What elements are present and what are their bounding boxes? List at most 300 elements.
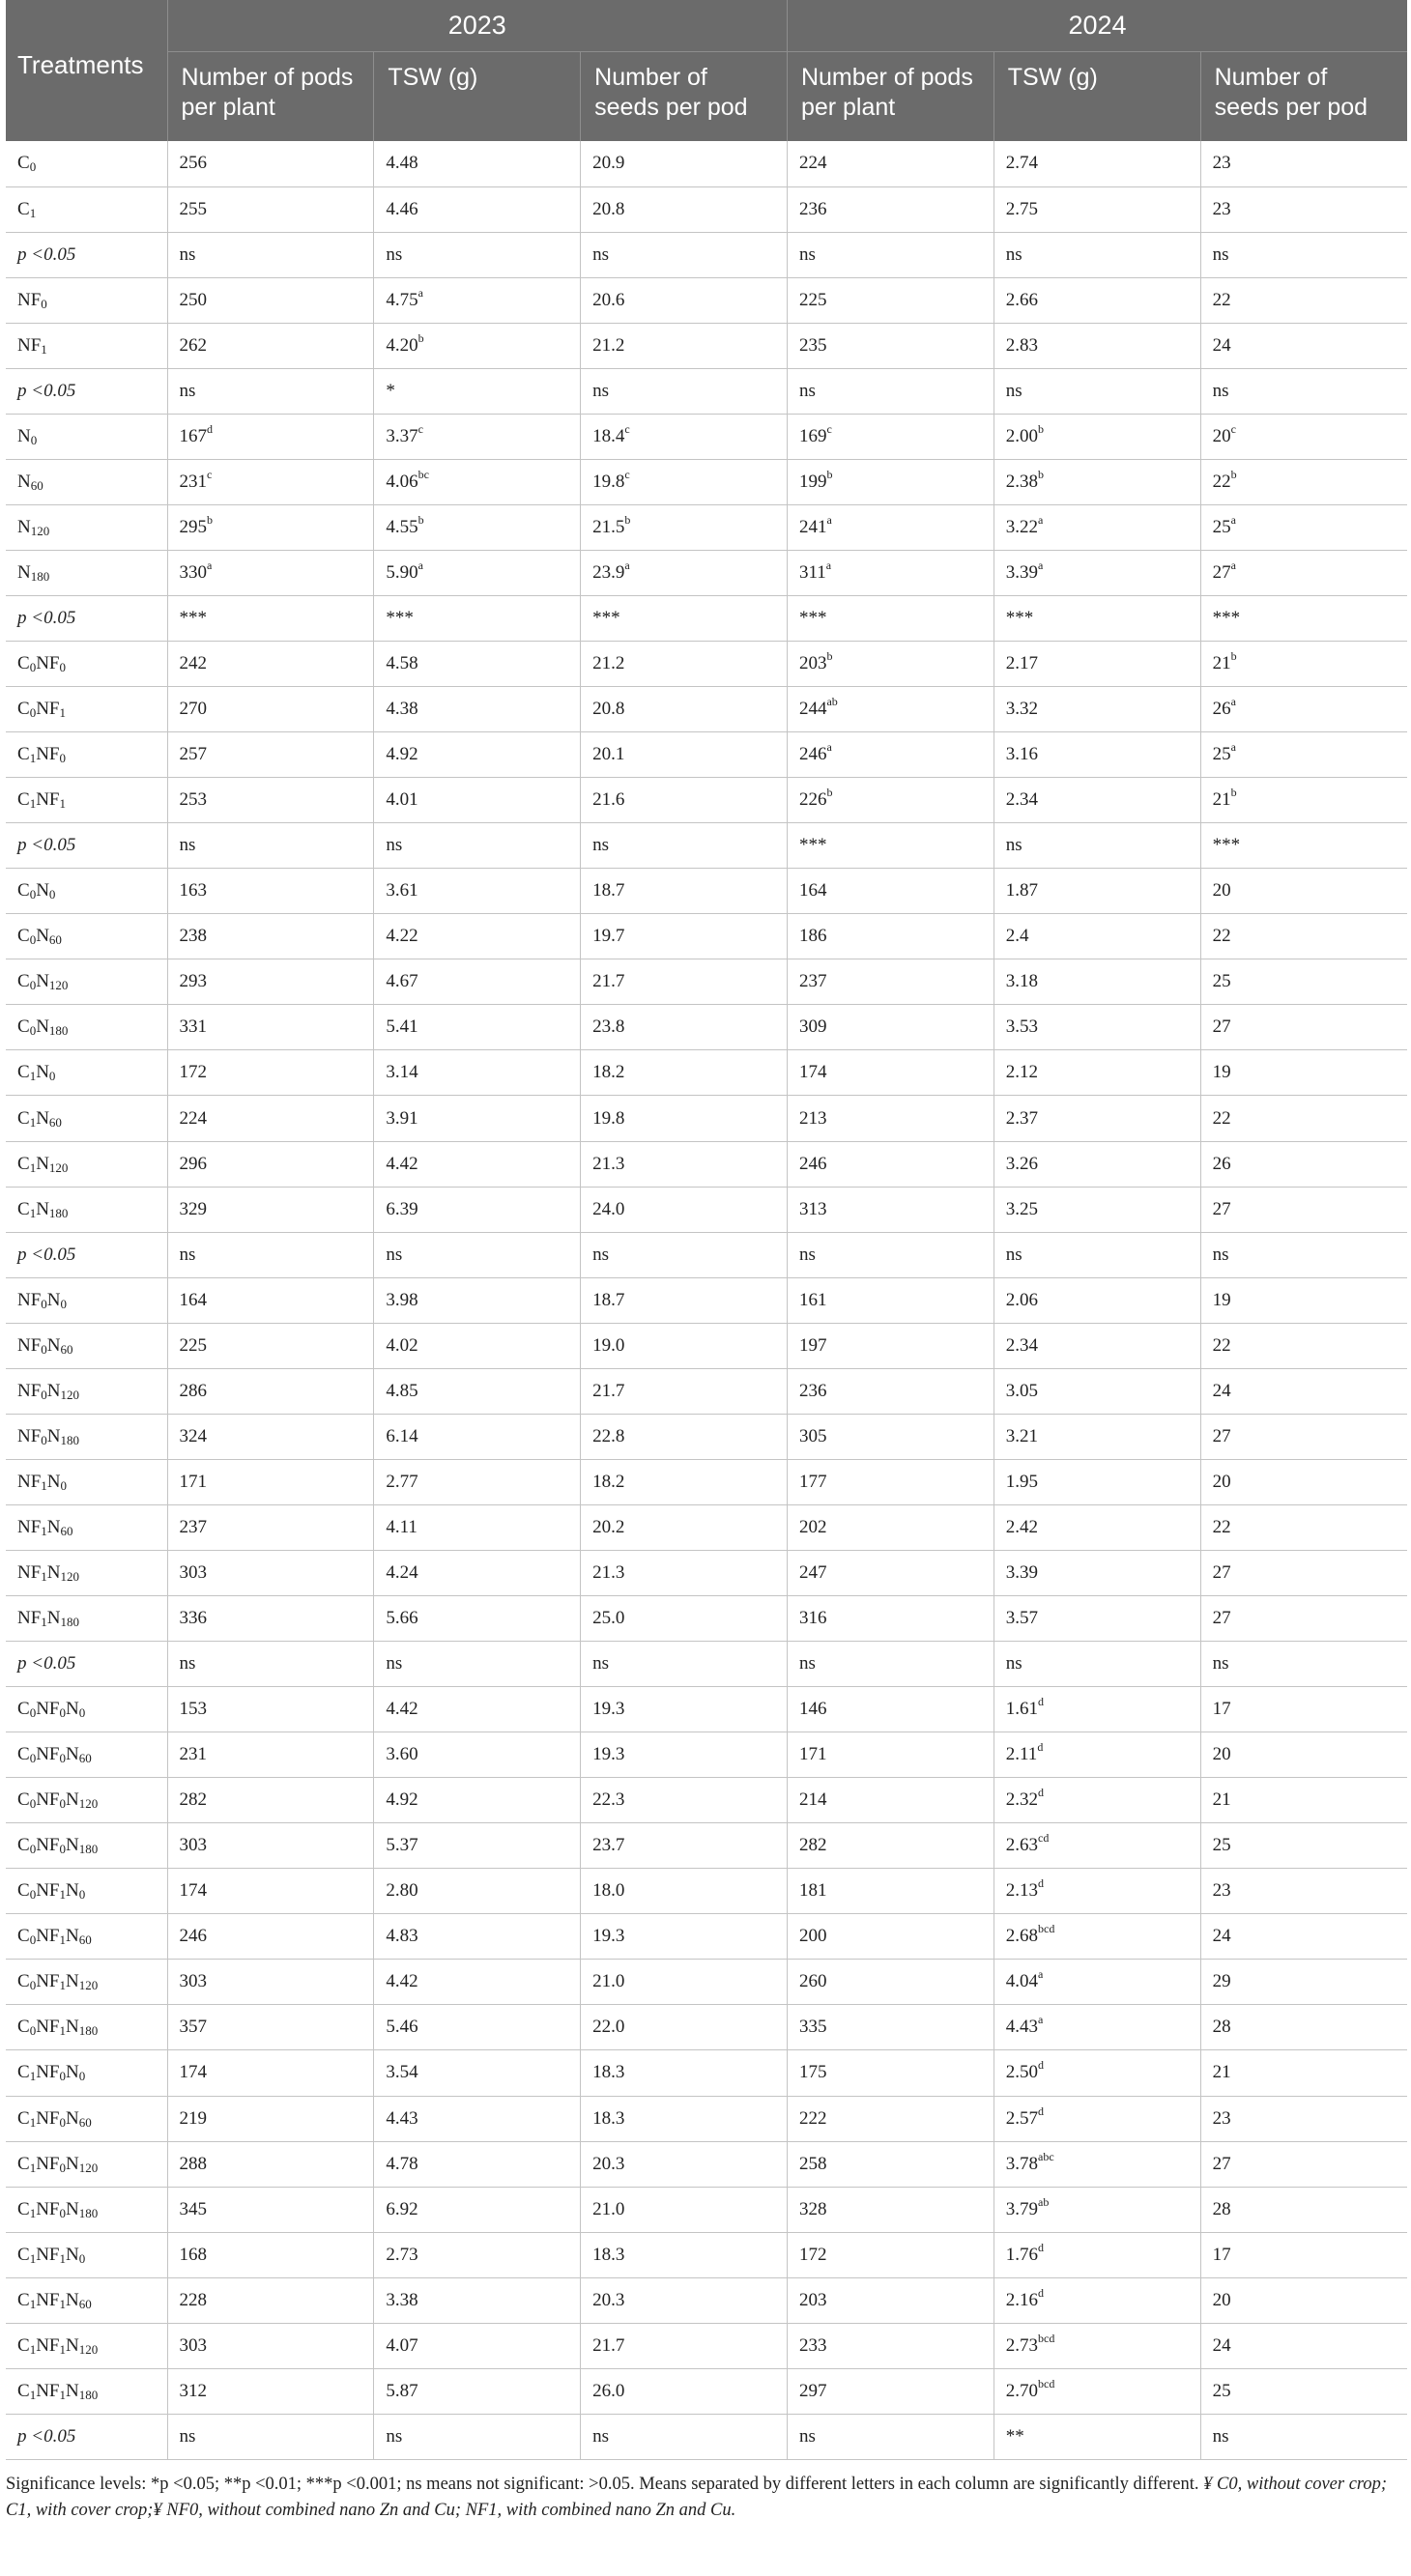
value-cell: 17 — [1200, 2232, 1407, 2277]
value-cell — [993, 2277, 1200, 2323]
significance-letter: b — [418, 512, 424, 527]
treatment-label: N — [65, 1926, 79, 1947]
value-number: 226 — [798, 789, 827, 811]
value-cell: *** — [374, 595, 581, 641]
value-cell: 336 — [167, 1596, 374, 1642]
treatment-label: NF — [17, 1561, 42, 1583]
treatment-cell — [6, 1141, 167, 1187]
value-number: 2.16 — [1005, 2289, 1039, 2310]
treatment-subscript: 120 — [48, 978, 69, 993]
value-cell: 4.58 — [374, 642, 581, 687]
treatment-subscript: 180 — [48, 1023, 69, 1039]
value-number: 4.20 — [386, 334, 418, 356]
value-cell: 4.38 — [374, 687, 581, 732]
value-cell: ns — [581, 368, 788, 414]
treatment-label: N — [17, 516, 31, 537]
treatment-label: C — [17, 880, 30, 902]
value-cell: 231 — [167, 1732, 374, 1778]
table-row — [6, 1823, 1407, 1869]
treatment-subscript: 0 — [41, 296, 47, 311]
treatment-subscript: 60 — [60, 1341, 73, 1357]
value-cell: 20.3 — [581, 2141, 788, 2187]
significance-row — [6, 823, 1407, 869]
treatment-subscript: 0 — [41, 1387, 47, 1402]
value-cell: 19 — [1200, 1277, 1407, 1323]
value-cell: ** — [993, 2414, 1200, 2459]
treatment-subscript: 0 — [48, 887, 56, 902]
treatment-cell — [6, 414, 167, 459]
value-cell: 2.37 — [993, 1096, 1200, 1141]
value-cell — [374, 504, 581, 550]
value-number: 2.11 — [1005, 1744, 1038, 1765]
value-cell: ns — [1200, 1642, 1407, 1687]
value-cell: 246 — [787, 1141, 993, 1187]
value-cell — [993, 1914, 1200, 1960]
treatment-subscript: 0 — [59, 660, 66, 675]
value-cell: 3.05 — [993, 1368, 1200, 1414]
treatment-label: N — [46, 1608, 61, 1629]
footnote-text: Significance levels: *p <0.05; **p <0.01; ***p <0.001; ns means not significant: >0.05. Means separated by different letters in each column are significantly different. — [6, 2474, 1204, 2494]
treatment-cell — [6, 1687, 167, 1732]
treatment-cell — [6, 1960, 167, 2005]
value-cell: 2.83 — [993, 323, 1200, 368]
value-number: 4.06 — [386, 471, 418, 492]
value-cell — [993, 1823, 1200, 1869]
table-row — [6, 687, 1407, 732]
value-cell: 4.24 — [374, 1550, 581, 1595]
value-cell: 250 — [167, 277, 374, 323]
value-cell — [993, 550, 1200, 595]
value-number: 2.50 — [1005, 2062, 1039, 2083]
treatment-label: p <0.05 — [17, 1244, 76, 1265]
treatment-label: N — [36, 1062, 49, 1083]
value-cell: 3.98 — [374, 1277, 581, 1323]
value-cell: 262 — [167, 323, 374, 368]
value-cell: 2.34 — [993, 1323, 1200, 1368]
significance-letter: d — [207, 421, 214, 436]
significance-letter: a — [418, 285, 423, 300]
value-cell — [581, 504, 788, 550]
value-number: 2.70 — [1005, 2380, 1039, 2401]
table-row — [6, 959, 1407, 1005]
value-cell: 19 — [1200, 1050, 1407, 1096]
value-cell: 164 — [167, 1277, 374, 1323]
treatment-label: p <0.05 — [17, 835, 76, 856]
significance-row — [6, 2414, 1407, 2459]
treatment-cell — [6, 595, 167, 641]
treatment-subscript: 120 — [78, 2160, 99, 2175]
treatment-subscript: 120 — [60, 1568, 80, 1584]
value-cell: ns — [167, 823, 374, 869]
treatment-subscript: 0 — [59, 1842, 66, 1857]
value-cell: 22 — [1200, 1504, 1407, 1550]
significance-letter: a — [826, 512, 832, 527]
table-row — [6, 1596, 1407, 1642]
value-cell — [581, 414, 788, 459]
value-cell: 2.17 — [993, 642, 1200, 687]
treatment-cell — [6, 1869, 167, 1914]
value-cell: 23 — [1200, 186, 1407, 232]
table-row — [6, 2277, 1407, 2323]
treatment-label: C — [17, 789, 30, 811]
treatments-header: Treatments — [6, 0, 167, 141]
value-cell: 20 — [1200, 1459, 1407, 1504]
treatment-label: N — [36, 1153, 49, 1174]
treatment-label: C — [17, 1835, 30, 1856]
treatment-subscript: 0 — [78, 1887, 86, 1903]
treatment-label: C — [17, 1880, 30, 1902]
treatment-label: p <0.05 — [17, 2425, 76, 2447]
value-cell: 177 — [787, 1459, 993, 1504]
value-cell: 2.73 — [374, 2232, 581, 2277]
value-cell: 18.2 — [581, 1050, 788, 1096]
value-cell: ns — [581, 1642, 788, 1687]
treatment-subscript: 60 — [78, 2296, 92, 2311]
treatment-subscript: 1 — [59, 2341, 66, 2357]
treatment-subscript: 180 — [60, 1432, 80, 1447]
value-cell: ns — [374, 1642, 581, 1687]
value-cell: 20.6 — [581, 277, 788, 323]
value-cell — [993, 2096, 1200, 2141]
table-footnote — [6, 2460, 1407, 2524]
treatment-cell — [6, 1005, 167, 1050]
value-cell: 4.22 — [374, 914, 581, 959]
value-cell: *** — [993, 595, 1200, 641]
value-cell: 4.43 — [374, 2096, 581, 2141]
value-cell: 236 — [787, 186, 993, 232]
value-cell: 4.02 — [374, 1323, 581, 1368]
treatment-label: NF — [36, 2062, 60, 2083]
treatment-subscript: 1 — [29, 2296, 37, 2311]
treatment-subscript: 0 — [59, 751, 66, 766]
treatment-label: N — [65, 1789, 79, 1811]
treatment-cell — [6, 778, 167, 823]
treatment-label: NF — [36, 2244, 60, 2265]
treatment-label: C — [17, 1971, 30, 1992]
treatment-subscript: 180 — [30, 568, 50, 584]
treatment-label: N — [46, 1380, 61, 1401]
table-row — [6, 1869, 1407, 1914]
value-cell: 18.0 — [581, 1869, 788, 1914]
value-cell — [374, 550, 581, 595]
value-cell — [581, 550, 788, 595]
value-cell — [1200, 778, 1407, 823]
treatment-label: NF — [36, 1789, 60, 1811]
value-cell — [993, 2141, 1200, 2187]
table-row — [6, 1550, 1407, 1595]
treatment-subscript: 1 — [29, 205, 37, 220]
significance-row — [6, 1232, 1407, 1277]
value-cell — [1200, 459, 1407, 504]
value-number: 231 — [179, 471, 208, 492]
value-cell — [787, 732, 993, 778]
table-row — [6, 504, 1407, 550]
significance-letter: d — [1037, 1740, 1044, 1755]
value-cell: *** — [1200, 595, 1407, 641]
value-cell: 17 — [1200, 1687, 1407, 1732]
value-cell: 22.8 — [581, 1414, 788, 1459]
table-row — [6, 642, 1407, 687]
treatment-label: C — [17, 2107, 30, 2129]
value-cell — [581, 459, 788, 504]
treatment-label: C — [17, 926, 30, 947]
value-cell: ns — [787, 368, 993, 414]
table-header — [6, 0, 1407, 141]
value-cell: 20.3 — [581, 2277, 788, 2323]
treatment-label: C — [17, 1699, 30, 1720]
value-number: 18.4 — [592, 425, 625, 446]
significance-row — [6, 1642, 1407, 1687]
value-cell: 224 — [787, 141, 993, 186]
value-cell — [993, 2368, 1200, 2414]
value-cell: 23.7 — [581, 1823, 788, 1869]
significance-letter: c — [1230, 421, 1236, 436]
table-row — [6, 1504, 1407, 1550]
value-cell: 19.8 — [581, 1096, 788, 1141]
value-cell: ns — [993, 232, 1200, 277]
value-cell: 329 — [167, 1187, 374, 1232]
treatment-cell — [6, 1504, 167, 1550]
treatment-subscript: 0 — [59, 1796, 66, 1812]
value-cell: 2.12 — [993, 1050, 1200, 1096]
treatment-cell — [6, 1232, 167, 1277]
treatment-subscript: 1 — [29, 751, 37, 766]
significance-letter: c — [207, 467, 213, 481]
treatment-label: NF — [36, 1971, 60, 1992]
treatment-label: C — [17, 2244, 30, 2265]
significance-letter: d — [1038, 2285, 1045, 2300]
treatment-label: N — [65, 1835, 79, 1856]
treatment-cell — [6, 1096, 167, 1141]
value-cell: 25 — [1200, 959, 1407, 1005]
value-cell — [1200, 732, 1407, 778]
treatment-label: p <0.05 — [17, 1653, 76, 1674]
value-number: 25 — [1212, 744, 1231, 765]
value-cell: 21.3 — [581, 1141, 788, 1187]
table-row — [6, 1914, 1407, 1960]
treatment-cell — [6, 323, 167, 368]
table-row — [6, 1323, 1407, 1368]
treatment-cell — [6, 732, 167, 778]
treatment-subscript: 120 — [60, 1387, 80, 1402]
treatment-cell — [6, 550, 167, 595]
treatment-label: C — [17, 198, 30, 219]
value-cell: 22.3 — [581, 1778, 788, 1823]
value-cell: * — [374, 368, 581, 414]
significance-letter: a — [1038, 558, 1044, 572]
value-cell: 21.6 — [581, 778, 788, 823]
value-cell — [1200, 550, 1407, 595]
value-cell: 168 — [167, 2232, 374, 2277]
value-cell: 21 — [1200, 2050, 1407, 2096]
value-cell: 219 — [167, 2096, 374, 2141]
value-cell: 236 — [787, 1368, 993, 1414]
value-cell: 316 — [787, 1596, 993, 1642]
value-cell: ns — [167, 1642, 374, 1687]
value-cell: 28 — [1200, 2187, 1407, 2232]
value-cell: 25.0 — [581, 1596, 788, 1642]
significance-letter: bcd — [1038, 1922, 1055, 1936]
value-cell: 2.4 — [993, 914, 1200, 959]
treatment-subscript: 0 — [29, 1887, 37, 1903]
significance-letter: b — [418, 330, 424, 345]
significance-letter: a — [207, 558, 213, 572]
significance-letter: b — [826, 786, 833, 800]
treatment-label: N — [65, 2380, 79, 2401]
value-cell: 2.66 — [993, 277, 1200, 323]
value-cell: 23 — [1200, 1869, 1407, 1914]
value-cell: 1.95 — [993, 1459, 1200, 1504]
column-header: Number of pods per plant — [787, 51, 993, 141]
value-cell: 22 — [1200, 1096, 1407, 1141]
value-number: 295 — [179, 516, 208, 537]
value-cell: 22 — [1200, 914, 1407, 959]
treatment-cell — [6, 504, 167, 550]
significance-letter: a — [1230, 558, 1236, 572]
treatment-subscript: 60 — [60, 1523, 73, 1538]
value-cell: 2.74 — [993, 141, 1200, 186]
value-cell — [1200, 687, 1407, 732]
treatment-subscript: 0 — [29, 159, 37, 175]
value-cell: ns — [787, 1232, 993, 1277]
table-row — [6, 1687, 1407, 1732]
treatment-cell — [6, 2050, 167, 2096]
value-cell — [787, 414, 993, 459]
value-cell: 24 — [1200, 1368, 1407, 1414]
table-row — [6, 1141, 1407, 1187]
treatment-cell — [6, 914, 167, 959]
value-cell: 242 — [167, 642, 374, 687]
value-cell: 3.32 — [993, 687, 1200, 732]
treatment-label: C — [17, 1789, 30, 1811]
table-row — [6, 414, 1407, 459]
treatment-label: C — [17, 2289, 30, 2310]
value-cell: 286 — [167, 1368, 374, 1414]
value-cell — [787, 459, 993, 504]
significance-letter: c — [418, 421, 423, 436]
value-cell: 146 — [787, 1687, 993, 1732]
table-row — [6, 1277, 1407, 1323]
treatment-subscript: 0 — [29, 660, 37, 675]
value-cell: ns — [167, 2414, 374, 2459]
treatment-label: N — [36, 971, 49, 992]
treatment-cell — [6, 2414, 167, 2459]
value-cell: 18.7 — [581, 1277, 788, 1323]
value-cell: 4.92 — [374, 1778, 581, 1823]
value-cell: 21.0 — [581, 2187, 788, 2232]
value-number: 330 — [179, 561, 208, 583]
results-table — [6, 0, 1407, 2460]
treatment-label: NF — [36, 2017, 60, 2038]
value-number: 1.61 — [1005, 1699, 1039, 1720]
treatment-subscript: 1 — [29, 2341, 37, 2357]
value-number: 246 — [798, 744, 827, 765]
value-cell: 20 — [1200, 1732, 1407, 1778]
treatment-cell — [6, 1596, 167, 1642]
treatment-label: NF — [36, 1744, 60, 1765]
value-cell — [993, 2187, 1200, 2232]
table-row — [6, 914, 1407, 959]
treatment-cell — [6, 869, 167, 914]
value-cell: 19.0 — [581, 1323, 788, 1368]
treatment-cell — [6, 277, 167, 323]
table-row — [6, 1778, 1407, 1823]
significance-letter: bc — [418, 467, 429, 481]
significance-letter: a — [1230, 695, 1236, 709]
year-header-2023: 2023 — [167, 0, 787, 51]
significance-letter: b — [207, 512, 214, 527]
table-row — [6, 1414, 1407, 1459]
significance-letter: b — [826, 467, 833, 481]
value-cell: 18.7 — [581, 869, 788, 914]
table-row — [6, 732, 1407, 778]
treatment-label: NF — [36, 1926, 60, 1947]
table-row — [6, 2187, 1407, 2232]
value-cell: 4.01 — [374, 778, 581, 823]
treatment-label: NF — [17, 334, 42, 356]
significance-letter: c — [624, 421, 630, 436]
value-cell: 23 — [1200, 141, 1407, 186]
treatment-label: NF — [36, 2289, 60, 2310]
value-cell: 24 — [1200, 2323, 1407, 2368]
treatment-label: NF — [36, 2334, 60, 2356]
treatment-subscript: 1 — [41, 1477, 47, 1493]
value-cell: 3.16 — [993, 732, 1200, 778]
treatment-subscript: 0 — [29, 2023, 37, 2039]
significance-letter: a — [1230, 512, 1236, 527]
value-cell — [993, 1687, 1200, 1732]
value-cell: 303 — [167, 1550, 374, 1595]
value-cell: 6.14 — [374, 1414, 581, 1459]
treatment-subscript: 0 — [41, 1296, 47, 1311]
value-cell: ns — [374, 823, 581, 869]
significance-letter: c — [826, 421, 832, 436]
treatment-subscript: 180 — [78, 1842, 99, 1857]
value-cell — [1200, 414, 1407, 459]
value-cell: 24.0 — [581, 1187, 788, 1232]
value-cell: 21.3 — [581, 1550, 788, 1595]
treatment-subscript: 1 — [59, 1932, 66, 1948]
footnote-abbreviations: ¥ C0, without cover crop; C1, with cover crop;¥ NF0, without combined nano Zn and Cu; NF1, with combined nano Zn and Cu. — [6, 2474, 1388, 2520]
value-cell — [167, 414, 374, 459]
table-row — [6, 1459, 1407, 1504]
value-cell: 21.0 — [581, 1960, 788, 2005]
value-cell — [1200, 504, 1407, 550]
table-row — [6, 550, 1407, 595]
treatment-label: NF — [36, 2380, 60, 2401]
value-cell: 2.06 — [993, 1277, 1200, 1323]
value-cell: 5.46 — [374, 2005, 581, 2050]
treatment-subscript: 0 — [29, 1705, 37, 1721]
value-cell — [1200, 642, 1407, 687]
value-cell: 27 — [1200, 1596, 1407, 1642]
treatment-label: C — [17, 1016, 30, 1038]
treatment-label: C — [17, 2017, 30, 2038]
treatment-subscript: 1 — [59, 796, 66, 812]
value-cell: 3.60 — [374, 1732, 581, 1778]
table-body — [6, 141, 1407, 2459]
value-cell: 4.46 — [374, 186, 581, 232]
value-cell: ns — [167, 368, 374, 414]
value-cell: 5.87 — [374, 2368, 581, 2414]
treatment-label: NF — [17, 1608, 42, 1629]
value-cell: 225 — [167, 1323, 374, 1368]
treatment-subscript: 1 — [59, 2296, 66, 2311]
treatment-subscript: 1 — [29, 1205, 37, 1220]
significance-letter: a — [624, 558, 630, 572]
treatment-subscript: 0 — [30, 432, 38, 447]
table-row — [6, 323, 1407, 368]
